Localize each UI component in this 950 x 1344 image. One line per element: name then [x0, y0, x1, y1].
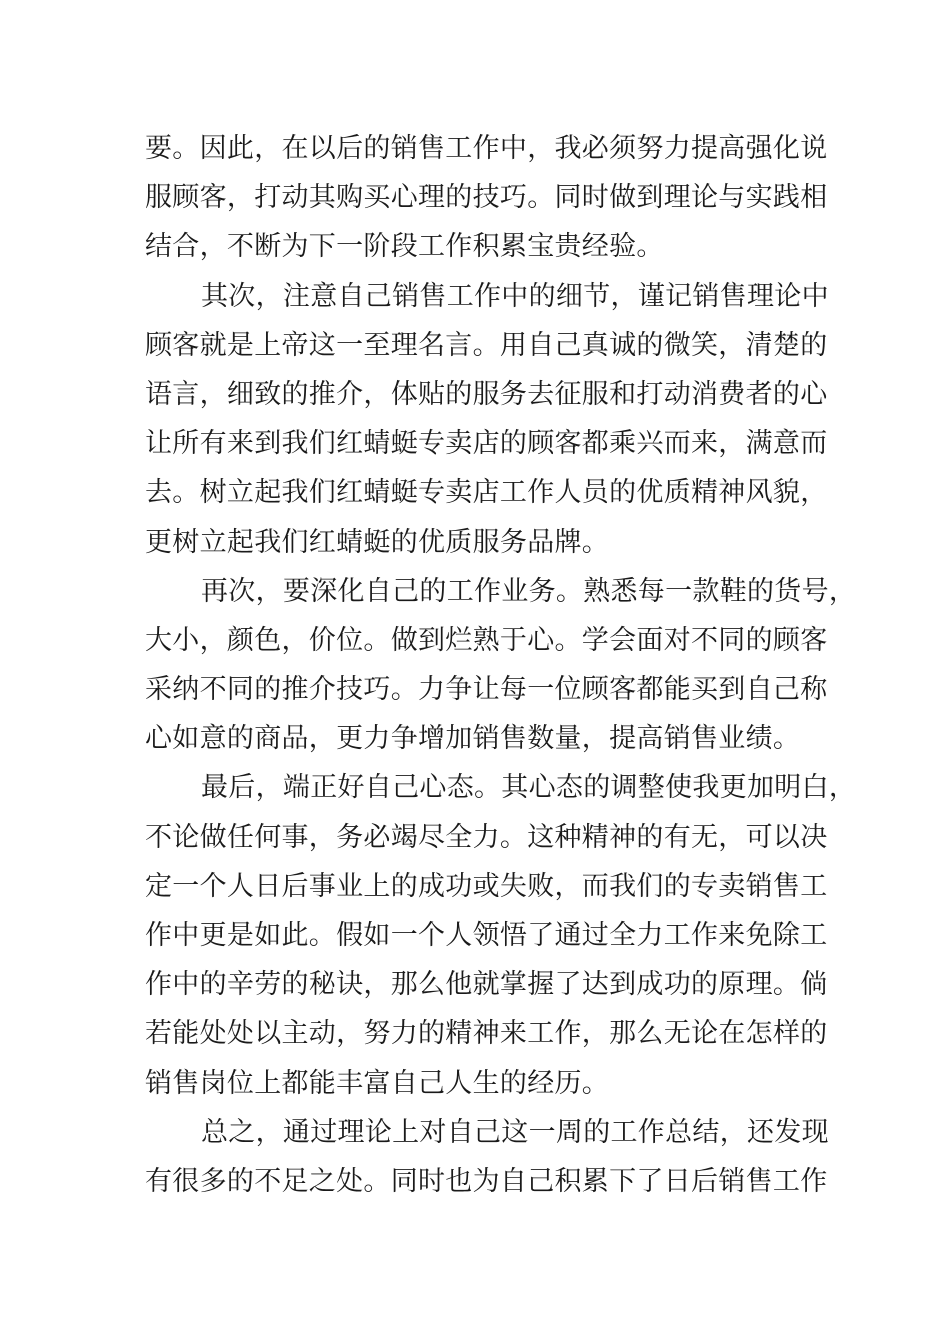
text-line: 作中的辛劳的秘诀，那么他就掌握了达到成功的原理。倘: [145, 969, 828, 1001]
paragraph-4: [145, 763, 857, 1107]
text-line: 结合，不断为下一阶段工作积累宝贵经验。: [145, 231, 664, 263]
paragraph-5: [145, 1108, 829, 1206]
text-line: 语言，细致的推介，体贴的服务去征服和打动消费者的心: [145, 378, 828, 410]
text-line: 若能处处以主动，努力的精神来工作，那么无论在怎样的: [145, 1018, 828, 1050]
text-line: 服顾客，打动其购买心理的技巧。同时做到理论与实践相: [145, 182, 828, 214]
text-line: 去。树立起我们红蜻蜓专卖店工作人员的优质精神风貌，: [145, 477, 828, 509]
text-line: 让所有来到我们红蜻蜓专卖店的顾客都乘兴而来，满意而: [145, 428, 828, 460]
text-line: 顾客就是上帝这一至理名言。用自己真诚的微笑，清楚的: [145, 329, 828, 361]
text-line: 更树立起我们红蜻蜓的优质服务品牌。: [145, 526, 610, 558]
text-line: 采纳不同的推介技巧。力争让每一位顾客都能买到自己称: [145, 674, 828, 706]
text-line: 总之，通过理论上对自己这一周的工作总结，还发现: [201, 1116, 829, 1148]
text-line: 其次，注意自己销售工作中的细节，谨记销售理论中: [201, 280, 829, 312]
text-line: 要。因此，在以后的销售工作中，我必须努力提高强化说: [145, 133, 828, 164]
text-line: 作中更是如此。假如一个人领悟了通过全力工作来免除工: [145, 920, 828, 951]
text-line: 心如意的商品，更力争增加销售数量，提高销售业绩。: [145, 723, 801, 755]
paragraph-2: [145, 272, 829, 567]
text-line: 有很多的不足之处。同时也为自己积累下了日后销售工作: [145, 1165, 828, 1197]
paragraph-1: [145, 124, 828, 272]
text-line: 销售岗位上都能丰富自己人生的经历。: [145, 1067, 610, 1099]
paragraph-3: [145, 567, 857, 764]
text-line: 大小，颜色，价位。做到烂熟于心。学会面对不同的顾客: [145, 624, 828, 656]
text-line: 定一个人日后事业上的成功或失败，而我们的专卖销售工: [145, 870, 828, 902]
text-line: 不论做任何事，务必竭尽全力。这种精神的有无，可以决: [145, 821, 828, 853]
text-line: 最后，端正好自己心态。其心态的调整使我更加明白，: [201, 772, 857, 804]
document-body: [145, 124, 857, 1206]
text-line: 再次，要深化自己的工作业务。熟悉每一款鞋的货号，: [201, 575, 857, 607]
